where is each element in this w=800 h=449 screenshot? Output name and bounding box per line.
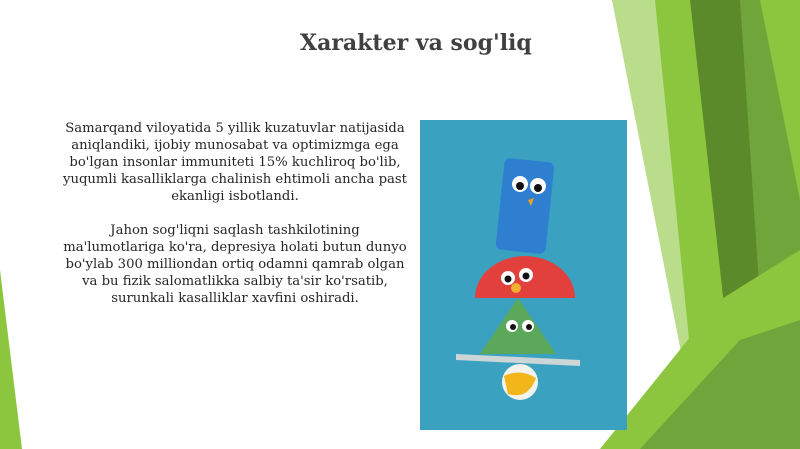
paragraph-1: Samarqand viloyatida 5 yillik kuzatuvlar natijasida aniqlandiki, ijobiy munosabat va optimizmga ega bo'lgan insonlar immuniteti 15% kuchliroq bo'lib, yuqumli kasalliklarga chalinish ehtimoli ancha past ekanligi isbotlandi. xyxy=(63,121,407,204)
balancing-blocks-illustration xyxy=(420,120,627,430)
body-text xyxy=(60,120,410,307)
paragraph-2: Jahon sog'liqni saqlash tashkilotining ma'lumotlariga ko'ra, depresiya holati butun dunyo bo'ylab 300 milliondan ortiq odamni qamrab olgan va bu fizik salomatlikka salbiy ta'sir ko'rsatib, surunkali kasalliklar xavfini oshiradi. xyxy=(63,223,407,306)
slide-title: Xarakter va sog'liq xyxy=(300,30,532,56)
